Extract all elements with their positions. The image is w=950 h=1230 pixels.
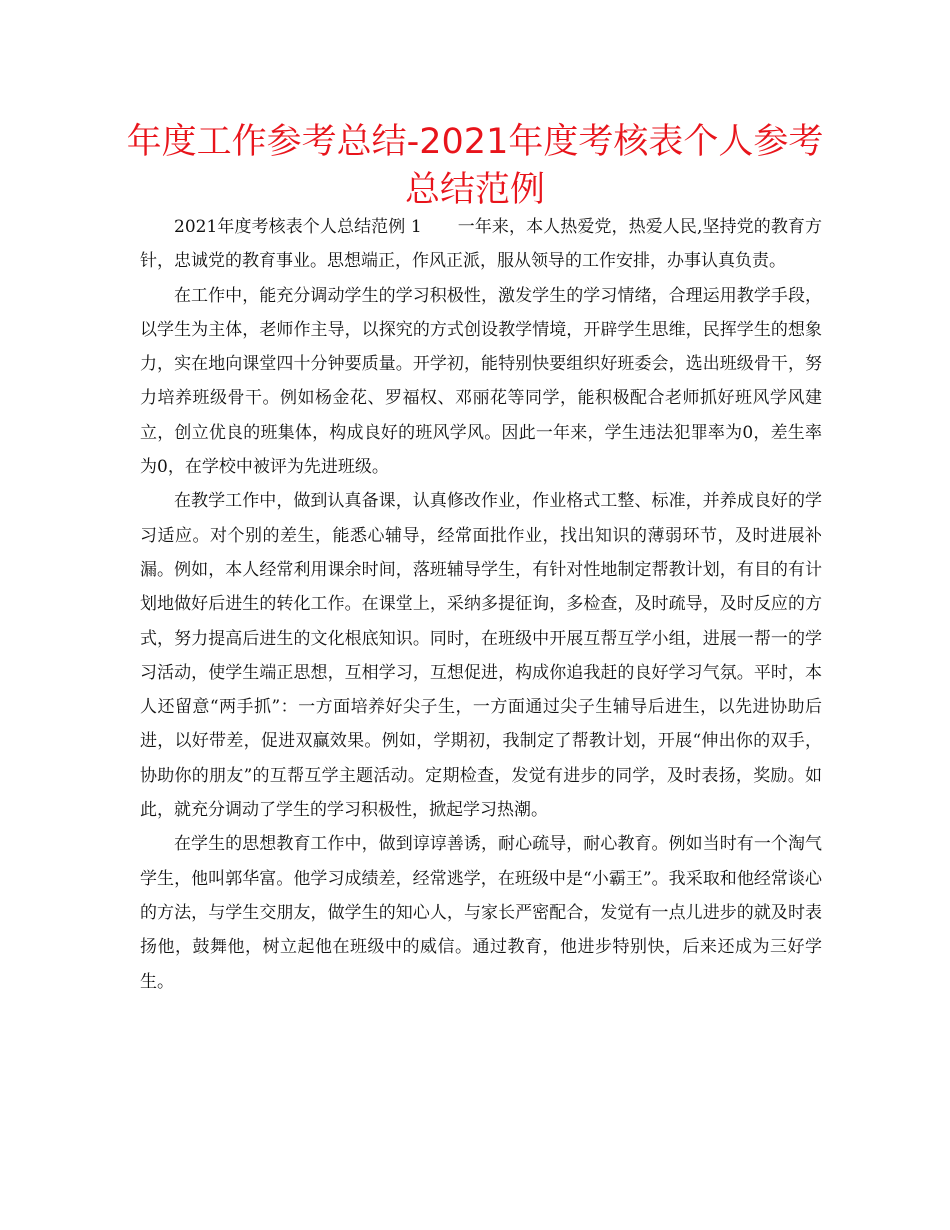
lead-heading: 2021年度考核表个人总结范例 1	[174, 217, 422, 237]
document-title: 年度工作参考总结-2021年度考核表个人参考总结范例	[126, 122, 824, 210]
paragraph-1	[140, 210, 822, 279]
document-body	[140, 210, 822, 999]
paragraph-2: 在工作中，能充分调动学生的学习积极性，激发学生的学习情绪，合理运用教学手段，以学生为主体，老师作主导，以探究的方式创设教学情境，开辟学生思维，民挥学生的想象力，实在地向课堂四十分钟要质量。开学初，能特别快要组织好班委会，选出班级骨干，努力培养班级骨干。例如杨金花、罗福权、邓丽花等同学，能积极配合老师抓好班风学风建立，创立优良的班集体，构成良好的班风学风。因此一年来，学生违法犯罪率为0，差生率为0，在学校中被评为先进班级。	[140, 285, 822, 478]
paragraph-4: 在学生的思想教育工作中，做到谆谆善诱，耐心疏导，耐心教育。例如当时有一个淘气学生，他叫郭华富。他学习成绩差，经常逃学，在班级中是“小霸王”。我采取和他经常谈心的方法，与学生交朋友，做学生的知心人，与家长严密配合，发觉有一点儿进步的就及时表扬他，鼓舞他，树立起他在班级中的威信。通过教育，他进步特别快，后来还成为三好学生。	[140, 834, 822, 992]
paragraph-3: 在教学工作中，做到认真备课，认真修改作业，作业格式工整、标准，并养成良好的学习适应。对个别的差生，能悉心辅导，经常面批作业，找出知识的薄弱环节，及时进展补漏。例如，本人经常利用课余时间，落班辅导学生，有针对性地制定帮教计划，有目的有计划地做好后进生的转化工作。在课堂上，采纳多提征询，多检查，及时疏导，及时反应的方式，努力提高后进生的文化根底知识。同时，在班级中开展互帮互学小组，进展一帮一的学习活动，使学生端正思想，互相学习，互想促进，构成你追我赶的良好学习气氛。平时，本人还留意“两手抓”：一方面培养好尖子生，一方面通过尖子生辅导后进生，以先进协助后进，以好带差，促进双赢效果。例如，学期初，我制定了帮教计划，开展“伸出你的双手，协助你的朋友”的互帮互学主题活动。定期检查，发觉有进步的同学，及时表扬，奖励。如此，就充分调动了学生的学习积极性，掀起学习热潮。	[140, 491, 822, 821]
paragraph-1-text: 一年来，本人热爱党，热爱人民,坚持党的教育方针，忠诚党的教育事业。思想端正，作风正派，服从领导的工作安排，办事认真负责。	[140, 217, 822, 272]
